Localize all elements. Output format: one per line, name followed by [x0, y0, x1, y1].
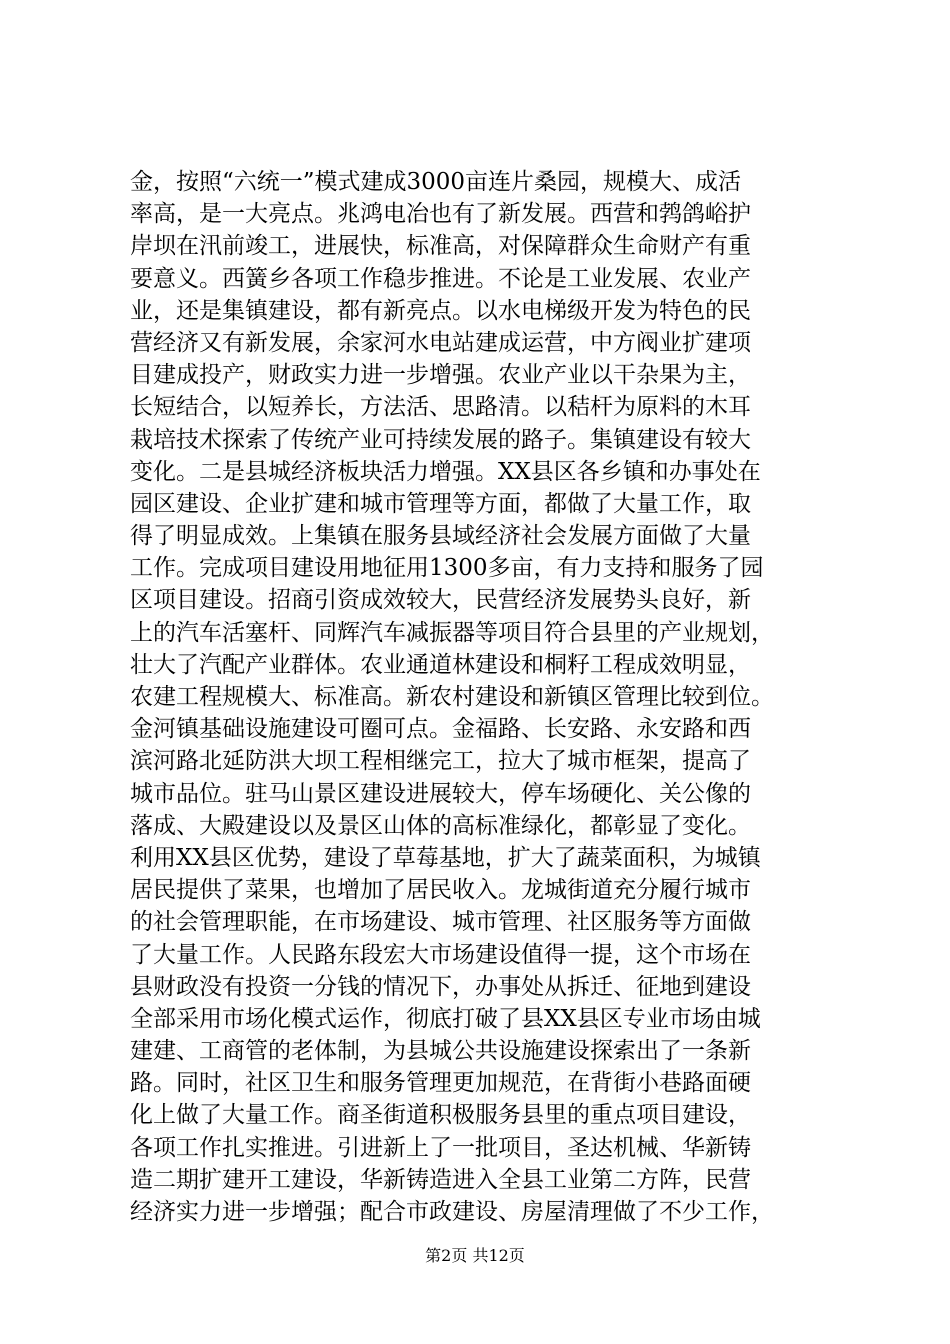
text-line: 长短结合，以短养长，方法活、思路清。以秸杆为原料的木耳	[130, 394, 751, 421]
text-line: 各项工作扎实推进。引进新上了一批项目，圣达机械、华新铸	[130, 1134, 751, 1161]
text-line: 全部采用市场化模式运作，彻底打破了县XX县区专业市场由城	[130, 1005, 761, 1032]
text-line: 化上做了大量工作。商圣街道积极服务县里的重点项目建设，	[130, 1102, 751, 1129]
text-line: 上的汽车活塞杆、同辉汽车减振器等项目符合县里的产业规划，	[130, 619, 774, 646]
text-line: 园区建设、企业扩建和城市管理等方面，都做了大量工作，取	[130, 490, 751, 517]
text-line: 要意义。西簧乡各项工作稳步推进。不论是工业发展、农业产	[130, 265, 751, 292]
text-line: 经济实力进一步增强；配合市政建设、房屋清理做了不少工作，	[130, 1199, 774, 1225]
text-line: 城市品位。驻马山景区建设进展较大，停车场硬化、关公像的	[130, 780, 751, 807]
text-line: 农建工程规模大、标准高。新农村建设和新镇区管理比较到位。	[130, 684, 774, 710]
text-line: 业，还是集镇建设，都有新亮点。以水电梯级开发为特色的民	[130, 297, 751, 324]
text-line: 区项目建设。招商引资成效较大，民营经济发展势头良好，新	[130, 587, 751, 614]
text-line: 金，按照“六统一”模式建成3000亩连片桑园，规模大、成活	[130, 169, 742, 195]
text-line: 壮大了汽配产业群体。农业通道林建设和桐籽工程成效明显，	[130, 651, 751, 678]
text-line: 目建成投产，财政实力进一步增强。农业产业以干杂果为主，	[130, 362, 751, 389]
text-line: 金河镇基础设施建设可圈可点。金福路、长安路、永安路和西	[130, 716, 751, 743]
text-line: 了大量工作。人民路东段宏大市场建设值得一提，这个市场在	[130, 941, 751, 968]
text-line: 居民提供了菜果，也增加了居民收入。龙城街道充分履行城市	[130, 877, 751, 904]
page-number-footer: 第2页 共12页	[425, 1246, 525, 1265]
text-line: 营经济又有新发展，余家河水电站建成运营，中方阀业扩建项	[130, 329, 751, 356]
text-line: 建建、工商管的老体制，为县城公共设施建设探索出了一条新	[130, 1038, 751, 1065]
body-paragraph	[130, 166, 830, 1228]
text-line: 利用XX县区优势，建设了草莓基地，扩大了蔬菜面积，为城镇	[130, 844, 761, 871]
text-line: 率高，是一大亮点。兆鸿电冶也有了新发展。西营和鹁鸽峪护	[130, 201, 751, 228]
text-line: 栽培技术探索了传统产业可持续发展的路子。集镇建设有较大	[130, 426, 751, 453]
text-line: 工作。完成项目建设用地征用1300多亩，有力支持和服务了园	[130, 555, 764, 582]
text-line: 造二期扩建开工建设，华新铸造进入全县工业第二方阵，民营	[130, 1166, 751, 1193]
text-line: 变化。二是县城经济板块活力增强。XX县区各乡镇和办事处在	[130, 458, 761, 485]
text-line: 的社会管理职能，在市场建设、城市管理、社区服务等方面做	[130, 909, 751, 936]
text-line: 得了明显成效。上集镇在服务县域经济社会发展方面做了大量	[130, 523, 751, 550]
text-line: 岸坝在汛前竣工，进展快，标准高，对保障群众生命财产有重	[130, 233, 751, 260]
text-line: 落成、大殿建设以及景区山体的高标准绿化，都彰显了变化。	[130, 812, 751, 839]
text-line: 滨河路北延防洪大坝工程相继完工，拉大了城市框架，提高了	[130, 748, 751, 775]
text-line: 路。同时，社区卫生和服务管理更加规范，在背街小巷路面硬	[130, 1070, 751, 1097]
text-line: 县财政没有投资一分钱的情况下，办事处从拆迁、征地到建设	[130, 973, 751, 1000]
